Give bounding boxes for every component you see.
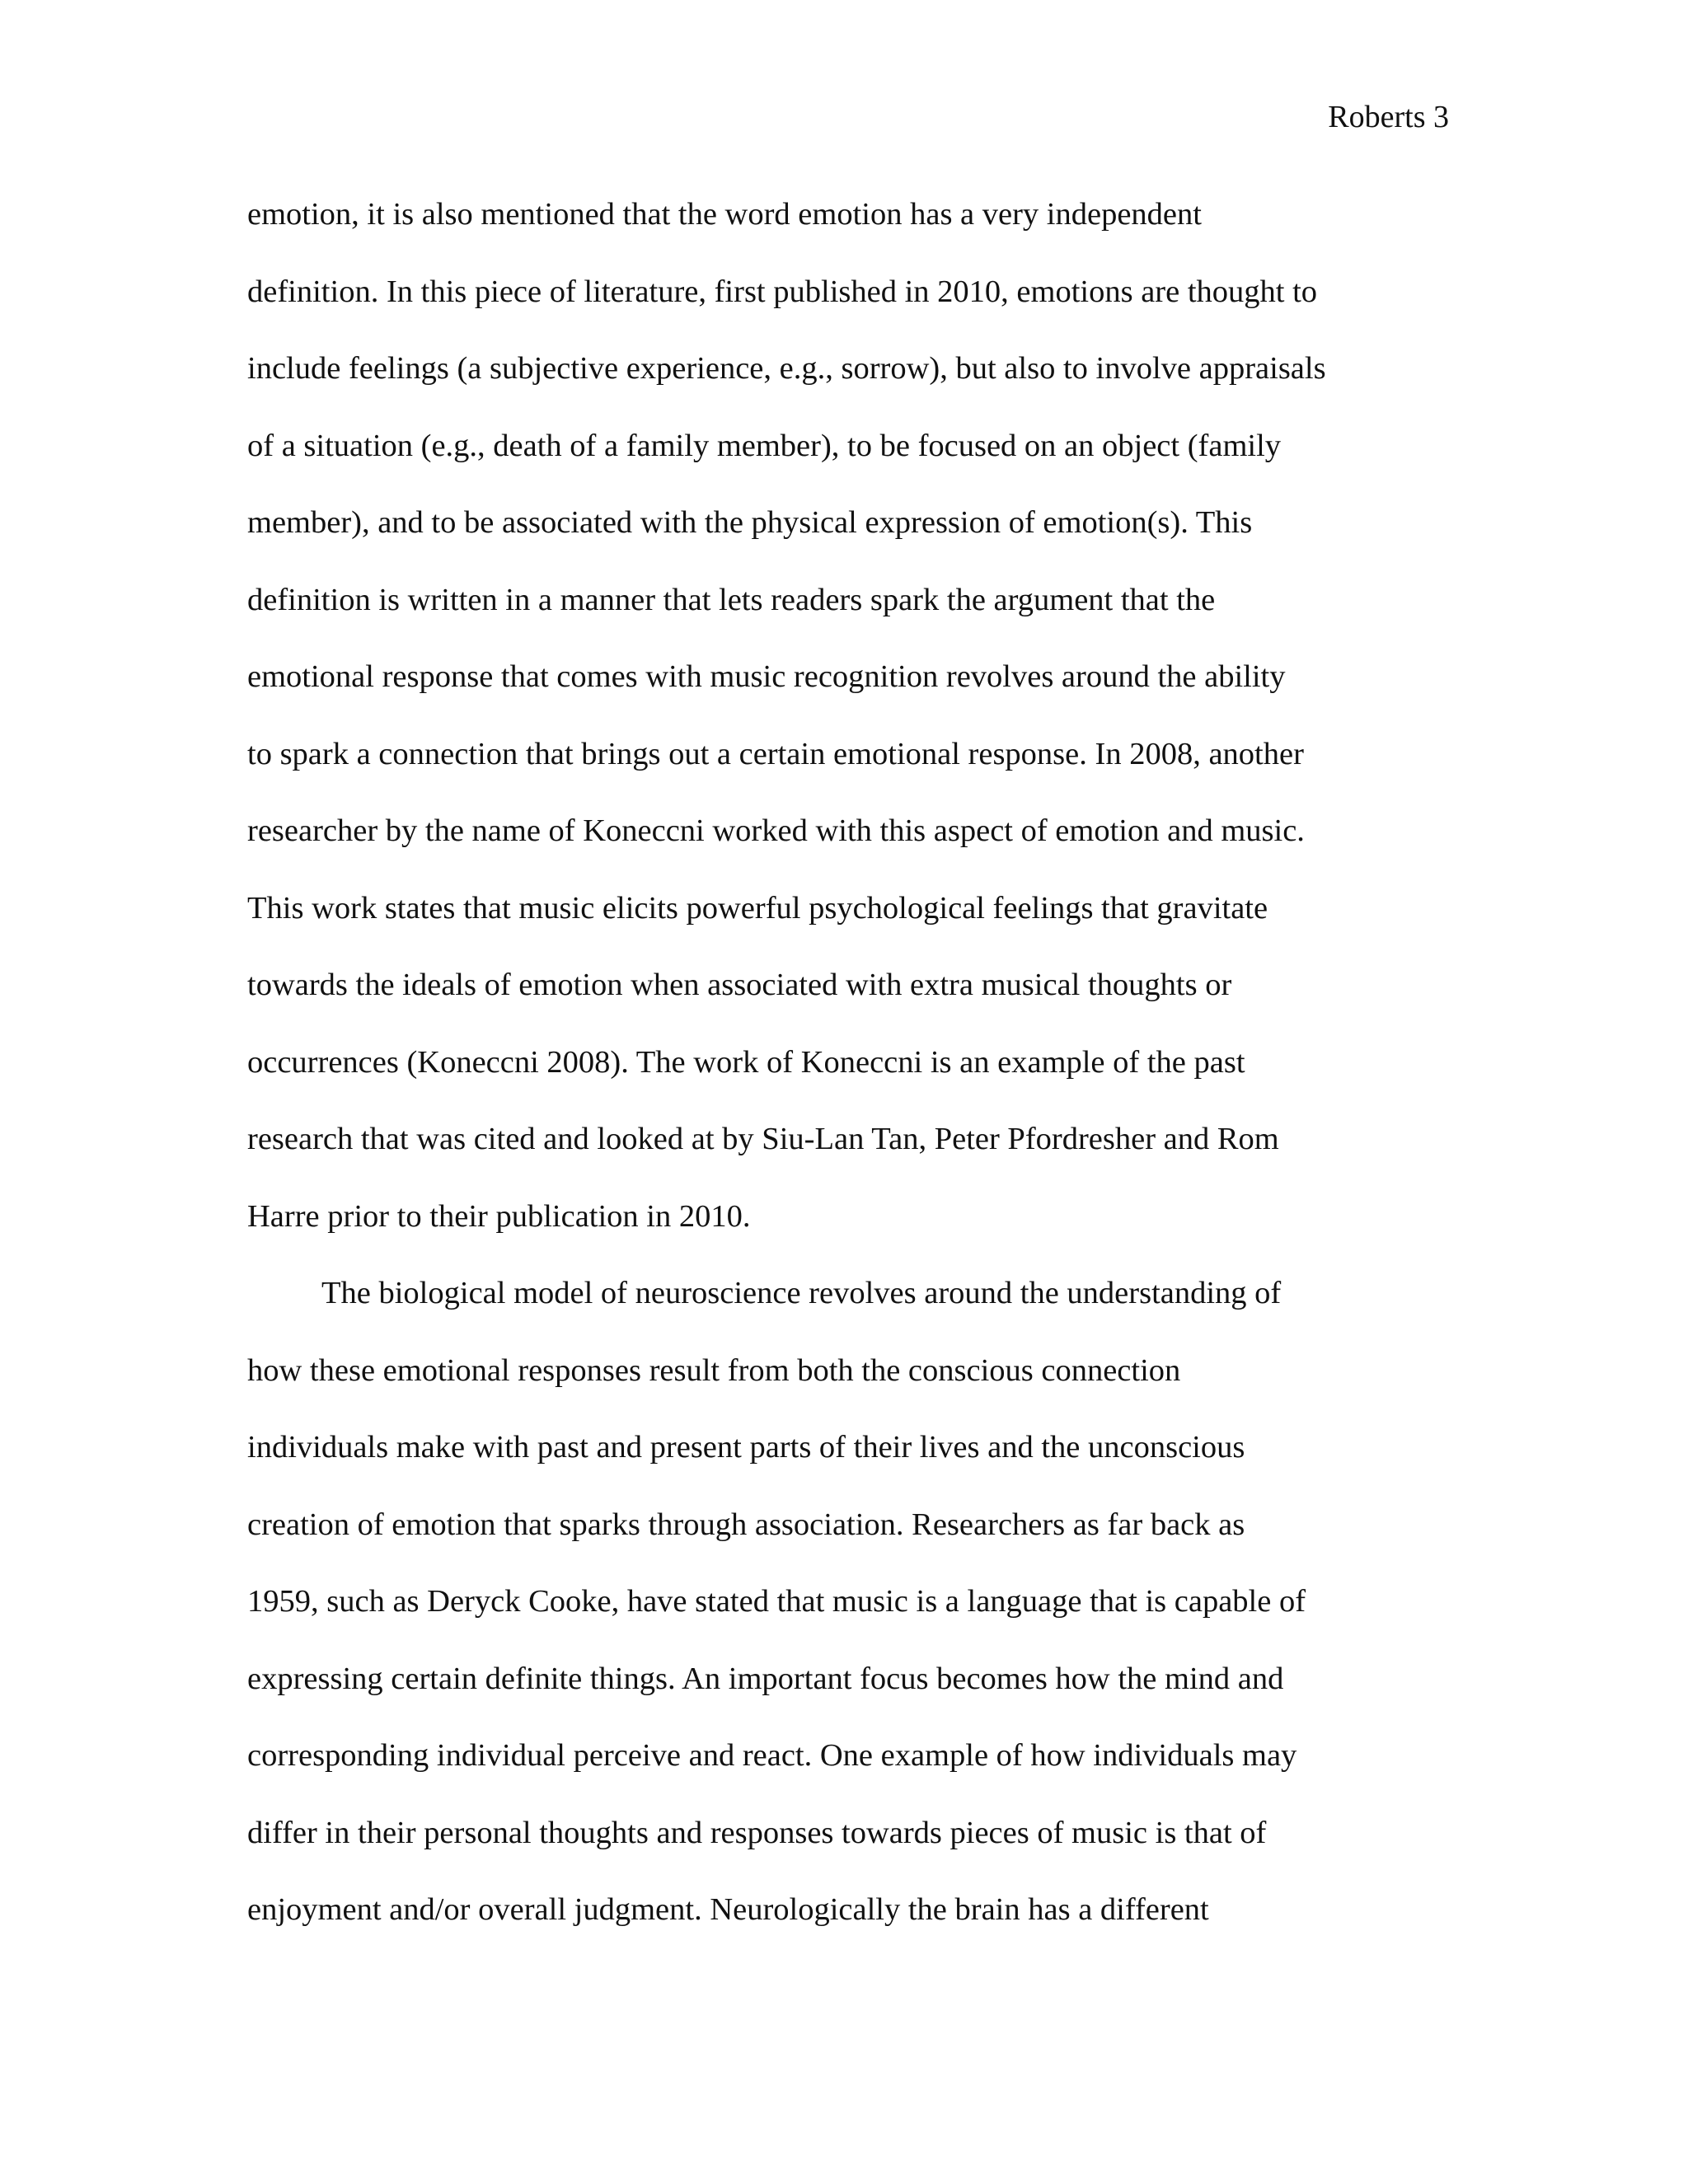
text-line: occurrences (Koneccni 2008). The work of Koneccni is an example of the past [247,1044,1245,1080]
text-line: creation of emotion that sparks through association. Researchers as far back as [247,1507,1245,1542]
text-line: Harre prior to their publication in 2010. [247,1198,751,1234]
text-line: This work states that music elicits powerful psychological feelings that gravitate [247,890,1268,926]
body-text [247,193,1451,1966]
text-line: how these emotional responses result from both the conscious connection [247,1352,1181,1388]
text-line: definition is written in a manner that lets readers spark the argument that the [247,582,1216,617]
text-line: to spark a connection that brings out a certain emotional response. In 2008, another [247,736,1304,771]
paragraph-first-line: The biological model of neuroscience revolves around the understanding of [321,1276,1282,1310]
text-line: towards the ideals of emotion when associated with extra musical thoughts or [247,968,1232,1002]
text-line: corresponding individual perceive and react. One example of how individuals may [247,1738,1297,1773]
text-line: member), and to be associated with the physical expression of emotion(s). This [247,505,1253,540]
text-line: emotion, it is also mentioned that the word emotion has a very independent [247,197,1202,232]
text-line: of a situation (e.g., death of a family member), to be focused on an object (family [247,428,1282,463]
text-line: definition. In this piece of literature, first published in 2010, emotions are thought to [247,274,1318,309]
text-line: research that was cited and looked at by Siu-Lan Tan, Peter Pfordresher and Rom [247,1122,1279,1156]
text-line: enjoyment and/or overall judgment. Neurologically the brain has a different [247,1892,1209,1927]
text-line: 1959, such as Deryck Cooke, have stated that music is a language that is capable of [247,1584,1306,1619]
text-line: expressing certain definite things. An important focus becomes how the mind and [247,1661,1284,1696]
text-line: individuals make with past and present parts of their lives and the unconscious [247,1430,1245,1465]
running-head: Roberts 3 [1328,100,1449,134]
text-line: differ in their personal thoughts and responses towards pieces of music is that of [247,1815,1267,1850]
text-line: emotional response that comes with music recognition revolves around the ability [247,659,1286,694]
text-line: researcher by the name of Koneccni worked with this aspect of emotion and music. [247,813,1305,848]
text-line: include feelings (a subjective experience, e.g., sorrow), but also to involve appraisals [247,351,1326,386]
